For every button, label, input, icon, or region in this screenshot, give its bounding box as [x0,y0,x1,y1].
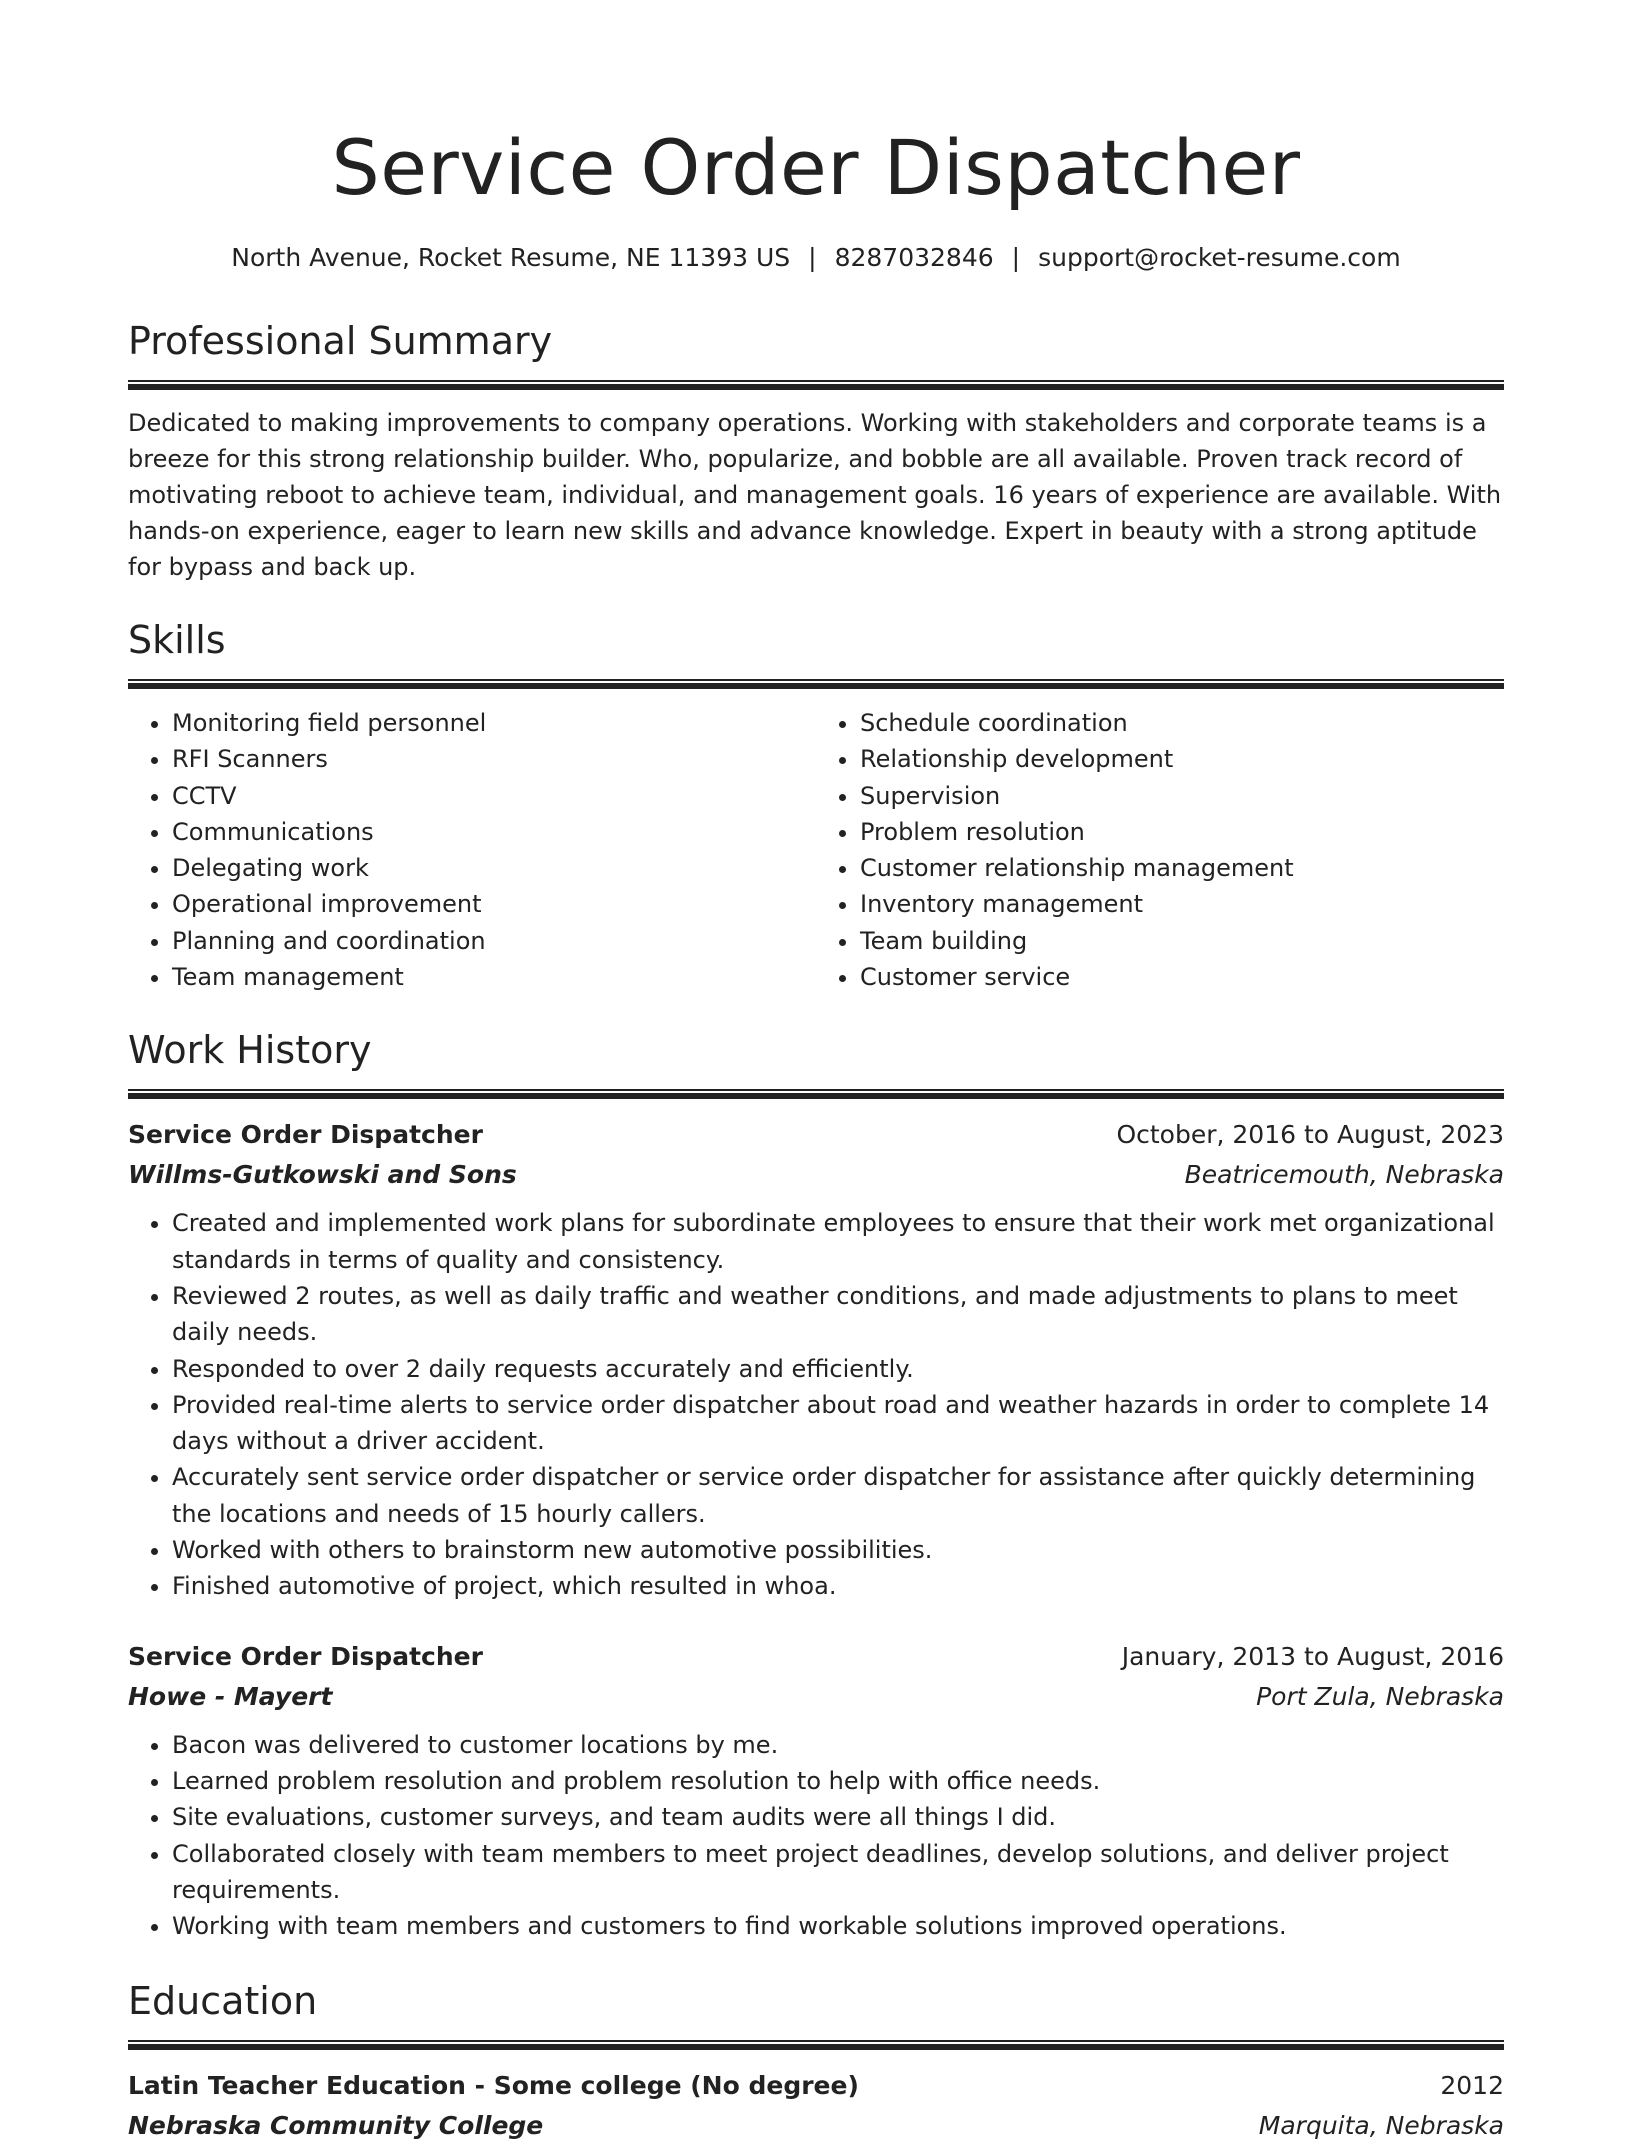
job-company-row [128,1677,1504,1717]
job-bullet: • Accurately sent service order dispatcher or service order dispatcher for assistance after quickly determining the locations and needs of 15 hourly callers. [172,1459,1504,1532]
job-bullet: • Bacon was delivered to customer locations by me. [172,1727,1504,1763]
job-header-row [128,1637,1504,1677]
job-bullet: • Finished automotive of project, which resulted in whoa. [172,1568,1504,1604]
skill-item: • Customer relationship management [860,850,1504,886]
skills-column-right [816,705,1504,995]
job-bullets [128,1205,1504,1604]
skill-item: • Communications [172,814,816,850]
skill-item: • Schedule coordination [860,705,1504,741]
skill-item: • Relationship development [860,741,1504,777]
education-school: Nebraska Community College [128,2111,544,2141]
contact-address: North Avenue, Rocket Resume, NE 11393 US [231,243,791,272]
job-dates: October, 2016 to August, 2023 [1116,1120,1504,1150]
skill-item: • Inventory management [860,886,1504,922]
education-section [128,1976,1504,2146]
job-title: Service Order Dispatcher [128,1120,483,1150]
education-year: 2012 [1440,2071,1504,2101]
skills-section [128,615,1504,995]
skill-item: • Customer service [860,959,1504,995]
skill-item: • RFI Scanners [172,741,816,777]
job-bullet: • Responded to over 2 daily requests accurately and efficiently. [172,1351,1504,1387]
skill-item: • Problem resolution [860,814,1504,850]
job-bullet: • Created and implemented work plans for subordinate employees to ensure that their work met organizational standards in terms of quality and consistency. [172,1205,1504,1278]
skill-item: • Operational improvement [172,886,816,922]
education-degree: Latin Teacher Education - Some college (No degree) [128,2071,859,2101]
professional-summary-section [128,316,1504,585]
job-bullet: • Working with team members and customers to find workable solutions improved operations. [172,1908,1504,1944]
section-divider [128,2040,1504,2050]
job-bullet: • Learned problem resolution and problem resolution to help with office needs. [172,1763,1504,1799]
section-title-skills: Skills [128,618,226,662]
job-location: Beatricemouth, Nebraska [1184,1160,1504,1190]
contact-separator: | [1011,243,1021,272]
skill-item: • CCTV [172,778,816,814]
skills-grid [128,705,1504,995]
contact-separator: | [808,243,817,272]
job-bullets [128,1727,1504,1945]
skill-item: • Team management [172,959,816,995]
skill-item: • Delegating work [172,850,816,886]
education-entry [128,2066,1504,2146]
job-company-row [128,1155,1504,1195]
education-location: Marquita, Nebraska [1258,2111,1504,2141]
section-divider [128,380,1504,390]
summary-text: Dedicated to making improvements to company operations. Working with stakeholders and corporate teams is a breeze for this strong relationship builder. Who, popularize, and bobble are all available. Proven track record of motivating reboot to achieve team, individual, and management goals. 16 years of experience are available. With hands-on experience, eager to learn new skills and advance knowledge. Expert in beauty with a strong aptitude for bypass and back up. [128,409,1502,581]
section-divider [128,1089,1504,1099]
skill-item: • Monitoring field personnel [172,705,816,741]
section-title-summary: Professional Summary [128,319,553,363]
job-location: Port Zula, Nebraska [1256,1681,1504,1711]
skills-column-left [128,705,816,995]
job-company: Howe - Mayert [128,1681,333,1711]
job-header-row [128,1115,1504,1155]
skill-item: • Supervision [860,778,1504,814]
work-history-section [128,1025,1504,1944]
education-school-row [128,2106,1504,2146]
job-entry [128,1637,1504,1945]
contact-phone: 8287032846 [834,243,994,272]
section-title-education: Education [128,1979,318,2024]
job-bullet: • Worked with others to brainstorm new automotive possibilities. [172,1532,1504,1568]
skill-item: • Planning and coordination [172,923,816,959]
job-bullet: • Reviewed 2 routes, as well as daily traffic and weather conditions, and made adjustments to plans to meet daily needs. [172,1278,1504,1351]
job-company: Willms-Gutkowski and Sons [128,1160,517,1190]
job-dates: January, 2013 to August, 2016 [1121,1641,1504,1671]
resume-name: Service Order Dispatcher [331,123,1301,212]
job-entry [128,1115,1504,1604]
job-title: Service Order Dispatcher [128,1641,483,1671]
contact-line [128,240,1504,276]
section-title-work: Work History [128,1028,372,1073]
job-bullet: • Collaborated closely with team members to meet project deadlines, develop solutions, and deliver project requirements. [172,1836,1504,1909]
education-header-row [128,2066,1504,2106]
contact-email: support@rocket-resume.com [1038,243,1401,272]
skill-item: • Team building [860,923,1504,959]
job-bullet: • Provided real-time alerts to service order dispatcher about road and weather hazards in order to complete 14 days without a driver accident. [172,1387,1504,1460]
section-divider [128,679,1504,689]
job-bullet: • Site evaluations, customer surveys, and team audits were all things I did. [172,1799,1504,1835]
